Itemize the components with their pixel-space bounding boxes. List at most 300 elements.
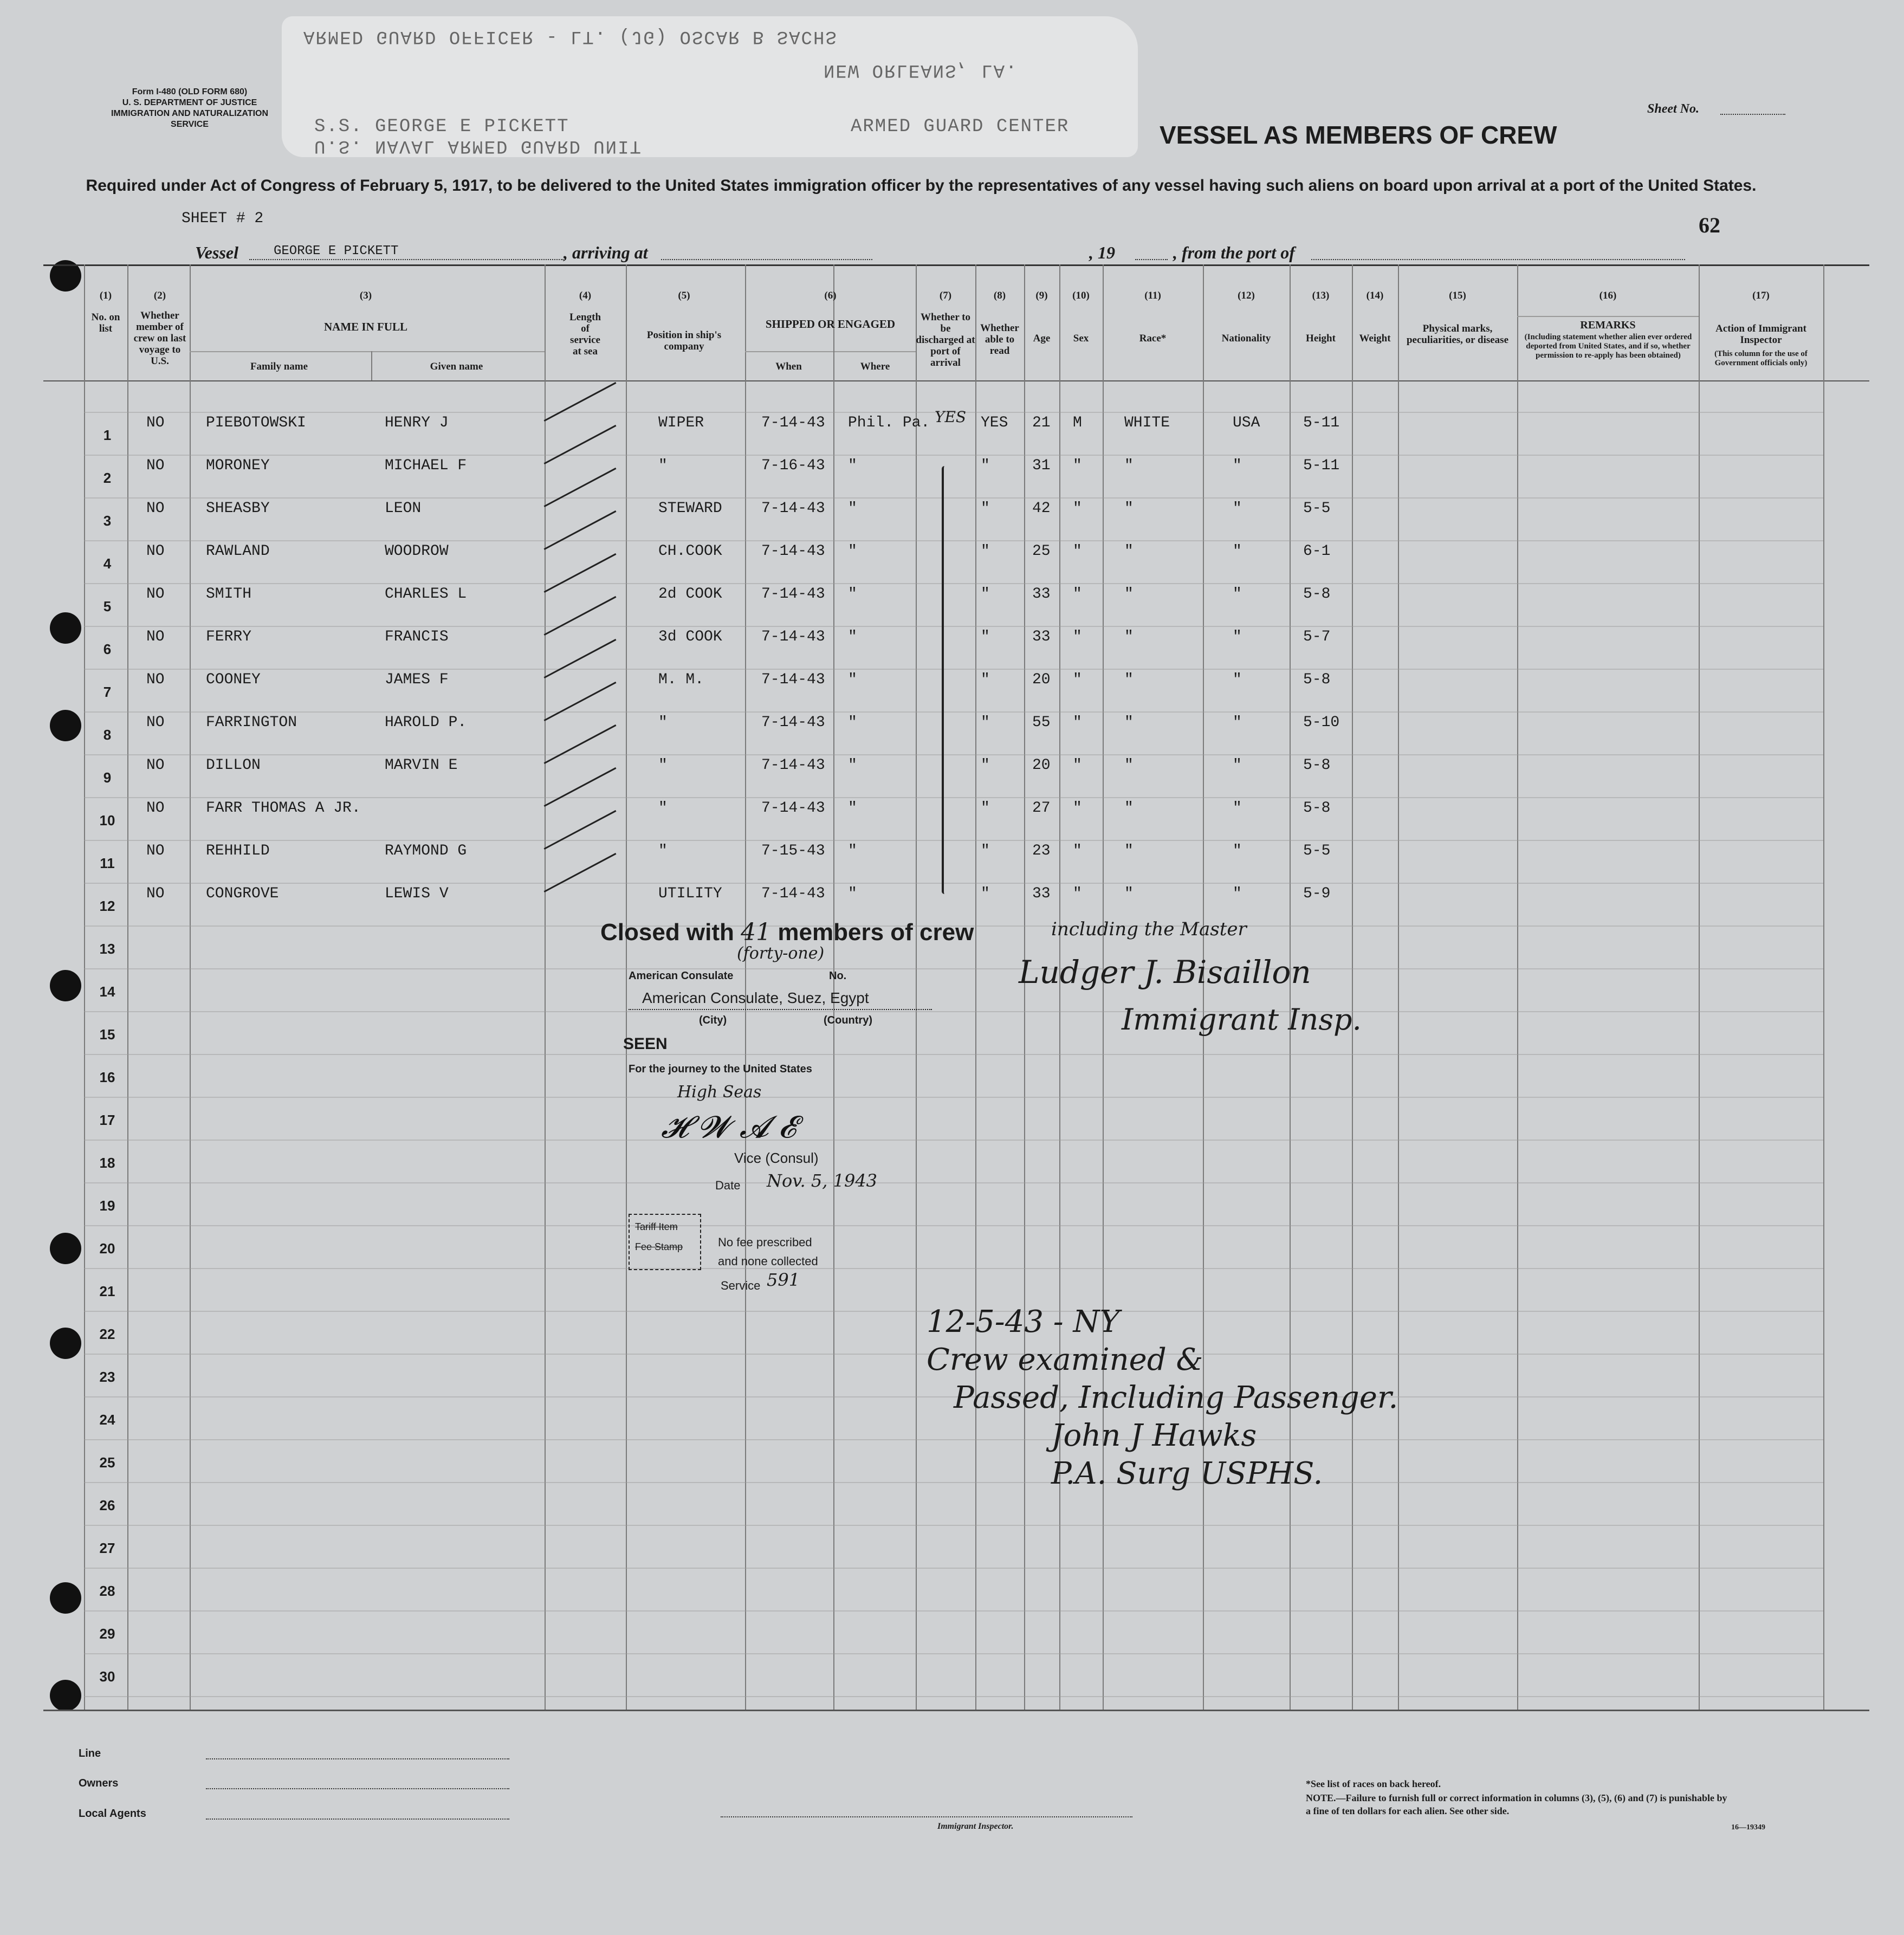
- age-cell: 42: [1032, 500, 1051, 517]
- usphs-line-5: P.A. Surg USPHS.: [1051, 1456, 1323, 1491]
- year-label: , 19: [1089, 243, 1115, 262]
- nationality-cell: USA: [1233, 415, 1260, 431]
- family-name-cell: MORONEY: [206, 457, 270, 474]
- row-number: 16: [99, 1069, 115, 1085]
- col-9-label: Age: [1033, 333, 1051, 344]
- footer-agents-field: [206, 1818, 509, 1820]
- height-cell: 5-8: [1303, 757, 1331, 774]
- col-14-label: Weight: [1359, 333, 1391, 344]
- position-cell: ": [658, 714, 668, 731]
- family-name-cell: RAWLAND: [206, 543, 270, 560]
- stamp-line-2: U.S. NAVAL ARMED GUARD UNIT: [314, 135, 642, 156]
- sheet-typed: SHEET # 2: [182, 210, 264, 227]
- race-cell: ": [1124, 500, 1134, 517]
- col-12-num: (12): [1238, 290, 1255, 301]
- shipped-where-cell: ": [848, 500, 857, 517]
- shipped-when-cell: 7-14-43: [761, 714, 825, 731]
- row-rule: [84, 1653, 1823, 1654]
- usphs-line-2: Crew examined &: [927, 1342, 1203, 1377]
- shipped-when-cell: 7-14-43: [761, 500, 825, 517]
- discharged-cell: YES: [935, 408, 967, 426]
- col-6-when: When: [775, 361, 802, 372]
- punch-hole: [50, 612, 81, 644]
- row-rule: [84, 840, 1823, 841]
- row-rule: [84, 1525, 1823, 1526]
- row-rule: [84, 1568, 1823, 1569]
- col-16-note: (Including statement whether alien ever ordered deported from United States, and if so, whether permission to re-apply has been obtained): [1524, 333, 1692, 360]
- prev-voyage-cell: NO: [146, 629, 165, 645]
- row-rule: [84, 583, 1823, 584]
- sex-cell: ": [1073, 800, 1082, 817]
- family-name-cell: COONEY: [206, 671, 261, 688]
- prev-voyage-cell: NO: [146, 885, 165, 902]
- shipped-when-cell: 7-14-43: [761, 671, 825, 688]
- nationality-cell: ": [1233, 714, 1242, 731]
- country-label: (Country): [824, 1014, 872, 1026]
- given-name-cell: LEWIS V: [385, 885, 449, 902]
- row-number: 29: [99, 1626, 115, 1642]
- consulate-line1: American Consulate: [629, 970, 734, 982]
- height-cell: 5-5: [1303, 843, 1331, 859]
- row-number: 27: [99, 1540, 115, 1556]
- row-number: 1: [103, 427, 112, 443]
- col-15-label: Physical marks, peculiarities, or disease: [1406, 323, 1509, 346]
- footer-note-1: *See list of races on back hereof.: [1306, 1778, 1441, 1789]
- footer-owners-label: Owners: [79, 1777, 119, 1789]
- row-number: 21: [99, 1283, 115, 1299]
- from-port-label: , from the port of: [1173, 243, 1295, 262]
- able-to-read-cell: ": [981, 714, 990, 731]
- row-rule: [84, 669, 1823, 670]
- age-cell: 33: [1032, 885, 1051, 902]
- punch-hole: [50, 710, 81, 741]
- race-cell: ": [1124, 457, 1134, 474]
- footer-code: 16—19349: [1731, 1823, 1765, 1832]
- fee-text-1: No fee prescribed: [718, 1235, 812, 1249]
- able-to-read-cell: ": [981, 543, 990, 560]
- prev-voyage-cell: NO: [146, 415, 165, 431]
- page-number: 62: [1699, 213, 1720, 237]
- service-name: IMMIGRATION AND NATURALIZATION SERVICE: [111, 109, 269, 129]
- col-4-num: (4): [579, 290, 592, 301]
- col-2-label: Whether member of crew on last voyage to U.S.: [133, 310, 186, 367]
- position-cell: ": [658, 800, 668, 817]
- row-rule: [84, 711, 1823, 713]
- via-high-seas: High Seas: [677, 1083, 762, 1102]
- sheet-no-label: Sheet No.: [1647, 102, 1699, 116]
- col-3-given: Given name: [430, 361, 483, 372]
- row-number: 9: [103, 769, 112, 786]
- col-15-num: (15): [1449, 290, 1466, 301]
- shipped-when-cell: 7-14-43: [761, 586, 825, 603]
- sex-cell: ": [1073, 671, 1082, 688]
- discharged-ditto-bracket: [942, 466, 947, 894]
- shipped-where-cell: ": [848, 671, 857, 688]
- family-name-cell: FERRY: [206, 629, 252, 645]
- shipped-when-cell: 7-14-43: [761, 415, 825, 431]
- height-cell: 5-7: [1303, 629, 1331, 645]
- position-cell: 2d COOK: [658, 586, 722, 603]
- sex-cell: ": [1073, 586, 1082, 603]
- col-3-family: Family name: [250, 361, 308, 372]
- row-number: 4: [103, 555, 112, 572]
- col-17-num: (17): [1752, 290, 1770, 301]
- subheader-rule: [1517, 316, 1699, 317]
- footer-line-label: Line: [79, 1748, 101, 1759]
- form-id-block: [92, 87, 287, 130]
- sex-cell: M: [1073, 415, 1082, 431]
- col-5-label: Position in ship's company: [646, 329, 722, 352]
- consulate-at-field: [629, 1009, 932, 1010]
- inspector-title: Immigrant Insp.: [1122, 1002, 1362, 1037]
- punch-hole: [50, 1328, 81, 1359]
- col-11-num: (11): [1144, 290, 1161, 301]
- vessel-field: [249, 259, 564, 260]
- col-9-num: (9): [1035, 290, 1048, 301]
- col-12-label: Nationality: [1221, 333, 1271, 344]
- able-to-read-cell: ": [981, 629, 990, 645]
- race-cell: ": [1124, 671, 1134, 688]
- race-cell: WHITE: [1124, 415, 1170, 431]
- column-rule: [84, 264, 85, 1710]
- usphs-line-4: John J Hawks: [1051, 1418, 1257, 1453]
- race-cell: ": [1124, 843, 1134, 859]
- department: U. S. DEPARTMENT OF JUSTICE: [122, 98, 257, 107]
- col-5-num: (5): [678, 290, 690, 301]
- row-rule: [84, 540, 1823, 541]
- row-rule: [84, 883, 1823, 884]
- shipped-where-cell: ": [848, 800, 857, 817]
- age-cell: 21: [1032, 415, 1051, 431]
- shipped-when-cell: 7-14-43: [761, 885, 825, 902]
- closed-suffix: members of crew: [778, 919, 974, 946]
- sex-cell: ": [1073, 885, 1082, 902]
- date-value: Nov. 5, 1943: [767, 1170, 878, 1191]
- prev-voyage-cell: NO: [146, 500, 165, 517]
- col-11-label: Race*: [1139, 333, 1167, 344]
- year-field: [1135, 259, 1168, 260]
- nationality-cell: ": [1233, 800, 1242, 817]
- armed-guard-stamp: [282, 16, 1138, 157]
- family-name-cell: CONGROVE: [206, 885, 279, 902]
- column-rule: [190, 264, 191, 1710]
- row-number: 17: [99, 1112, 115, 1128]
- footer-inspector-label: Immigrant Inspector.: [937, 1822, 1014, 1831]
- punch-hole: [50, 1233, 81, 1264]
- given-name-cell: CHARLES L: [385, 586, 467, 603]
- punch-hole: [50, 1680, 81, 1711]
- col-13-num: (13): [1312, 290, 1330, 301]
- position-cell: WIPER: [658, 415, 704, 431]
- family-name-cell: DILLON: [206, 757, 261, 774]
- shipped-when-cell: 7-15-43: [761, 843, 825, 859]
- service-label: Service: [721, 1279, 761, 1292]
- height-cell: 5-11: [1303, 415, 1340, 431]
- vessel-name: GEORGE E PICKETT: [274, 244, 399, 258]
- race-cell: ": [1124, 800, 1134, 817]
- row-number: 20: [99, 1240, 115, 1257]
- arriving-field: [661, 259, 872, 260]
- form-id: Form I-480 (OLD FORM 680): [132, 87, 248, 96]
- given-name-cell: MICHAEL F: [385, 457, 467, 474]
- col-10-label: Sex: [1073, 333, 1089, 344]
- form-subtitle: Required under Act of Congress of February 5, 1917, to be delivered to the United States immigration officer by the representatives of any vessel having such aliens on board upon arrival at a port of the United States.: [86, 177, 1757, 195]
- shipped-when-cell: 7-16-43: [761, 457, 825, 474]
- position-cell: UTILITY: [658, 885, 722, 902]
- footer-owners-field: [206, 1788, 509, 1789]
- sex-cell: ": [1073, 629, 1082, 645]
- fee-crossed-2: Fee Stamp: [635, 1241, 683, 1252]
- row-number: 30: [99, 1668, 115, 1685]
- from-port-field: [1311, 259, 1685, 260]
- height-cell: 5-9: [1303, 885, 1331, 902]
- usphs-note: [927, 1303, 1398, 1493]
- sheet-no-field: [1720, 114, 1785, 115]
- shipped-where-cell: ": [848, 457, 857, 474]
- given-name-cell: WOODROW: [385, 543, 449, 560]
- able-to-read-cell: YES: [981, 415, 1008, 431]
- row-number: 2: [103, 470, 112, 486]
- able-to-read-cell: ": [981, 885, 990, 902]
- able-to-read-cell: ": [981, 500, 990, 517]
- row-number: 15: [99, 1026, 115, 1043]
- nationality-cell: ": [1233, 671, 1242, 688]
- shipped-where-cell: ": [848, 885, 857, 902]
- row-number: 12: [99, 898, 115, 914]
- row-number: 11: [100, 855, 115, 871]
- able-to-read-cell: ": [981, 671, 990, 688]
- sex-cell: ": [1073, 843, 1082, 859]
- stamp-line-4: ARMED GUARD CENTER: [851, 117, 1070, 137]
- family-name-cell: SMITH: [206, 586, 252, 603]
- table-top-rule: [43, 264, 1869, 266]
- height-cell: 5-8: [1303, 800, 1331, 817]
- footer-agents-label: Local Agents: [79, 1808, 146, 1820]
- able-to-read-cell: ": [981, 800, 990, 817]
- punch-hole: [50, 970, 81, 1001]
- col-6-where: Where: [860, 361, 890, 372]
- shipped-when-cell: 7-14-43: [761, 629, 825, 645]
- shipped-where-cell: ": [848, 843, 857, 859]
- position-cell: M. M.: [658, 671, 704, 688]
- col-6-num: (6): [824, 290, 837, 301]
- able-to-read-cell: ": [981, 457, 990, 474]
- position-cell: ": [658, 757, 668, 774]
- row-rule: [84, 754, 1823, 755]
- given-name-cell: LEON: [385, 500, 422, 517]
- date-label: Date: [715, 1179, 741, 1192]
- subheader-rule: [745, 351, 916, 352]
- subheader-rule: [190, 351, 545, 352]
- col-4-label: Length of service at sea: [569, 312, 601, 357]
- table-header-rule: [43, 380, 1869, 381]
- shipped-when-cell: 7-14-43: [761, 800, 825, 817]
- row-rule: [84, 797, 1823, 798]
- row-rule: [84, 1610, 1823, 1612]
- given-name-cell: RAYMOND G: [385, 843, 467, 859]
- column-rule: [127, 264, 128, 1710]
- age-cell: 33: [1032, 586, 1051, 603]
- row-number: 28: [99, 1583, 115, 1599]
- column-rule: [545, 264, 546, 1710]
- vessel-label: Vessel: [195, 243, 238, 262]
- arriving-label: , arriving at: [564, 243, 648, 262]
- age-cell: 25: [1032, 543, 1051, 560]
- footer-note-2: NOTE.—Failure to furnish full or correct information in columns (3), (5), (6) and (7) is punishable by a fine of ten dollars for each alien. See other side.: [1306, 1792, 1727, 1816]
- row-number: 19: [99, 1198, 115, 1214]
- nationality-cell: ": [1233, 543, 1242, 560]
- consulate-at-line: American Consulate, Suez, Egypt: [642, 989, 869, 1006]
- able-to-read-cell: ": [981, 586, 990, 603]
- inspector-signature: Ludger J. Bisaillon: [1019, 954, 1311, 991]
- punch-hole: [50, 1582, 81, 1614]
- sex-cell: ": [1073, 543, 1082, 560]
- sex-cell: ": [1073, 714, 1082, 731]
- shipped-where-cell: ": [848, 629, 857, 645]
- given-name-cell: MARVIN E: [385, 757, 458, 774]
- row-number: 5: [103, 598, 112, 614]
- height-cell: 5-5: [1303, 500, 1331, 517]
- sex-cell: ": [1073, 457, 1082, 474]
- row-number: 10: [99, 812, 115, 829]
- prev-voyage-cell: NO: [146, 757, 165, 774]
- inspector-sign-field: [721, 1816, 1132, 1817]
- column-rule: [1699, 264, 1700, 1710]
- age-cell: 20: [1032, 757, 1051, 774]
- vice-consul-label: Vice (Consul): [734, 1150, 819, 1166]
- nationality-cell: ": [1233, 586, 1242, 603]
- col-13-label: Height: [1306, 333, 1336, 344]
- race-cell: ": [1124, 543, 1134, 560]
- family-name-cell: FARRINGTON: [206, 714, 297, 731]
- fee-text-2: and none collected: [718, 1254, 818, 1268]
- row-rule: [84, 455, 1823, 456]
- nationality-cell: ": [1233, 843, 1242, 859]
- consul-signature: 𝓗 𝓦 𝓐 𝓔: [661, 1110, 796, 1145]
- col-7-label: Whether to be discharged at port of arrival: [916, 312, 975, 368]
- closed-count: 41: [741, 918, 772, 946]
- shipped-where-cell: ": [848, 543, 857, 560]
- position-cell: 3d COOK: [658, 629, 722, 645]
- age-cell: 33: [1032, 629, 1051, 645]
- nationality-cell: ": [1233, 629, 1242, 645]
- height-cell: 5-8: [1303, 671, 1331, 688]
- row-number: 22: [99, 1326, 115, 1342]
- col-17-label: Action of Immigrant Inspector: [1715, 323, 1806, 346]
- prev-voyage-cell: NO: [146, 714, 165, 731]
- shipped-where-cell: ": [848, 757, 857, 774]
- closing-statement: [600, 918, 974, 946]
- consulate-no-label: No.: [829, 970, 847, 982]
- col-7-num: (7): [939, 290, 952, 301]
- family-name-cell: FARR THOMAS A JR.: [206, 800, 361, 817]
- given-name-cell: HENRY J: [385, 415, 449, 431]
- family-name-cell: REHHILD: [206, 843, 270, 859]
- col-17-note: (This column for the use of Government officials only): [1714, 350, 1808, 367]
- row-number: 18: [99, 1155, 115, 1171]
- age-cell: 27: [1032, 800, 1051, 817]
- height-cell: 5-11: [1303, 457, 1340, 474]
- count-in-words: (forty-one): [737, 944, 825, 963]
- given-name-cell: FRANCIS: [385, 629, 449, 645]
- row-number: 23: [99, 1369, 115, 1385]
- position-cell: CH.COOK: [658, 543, 722, 560]
- seen-label: SEEN: [623, 1035, 668, 1053]
- height-cell: 5-8: [1303, 586, 1331, 603]
- col-8-num: (8): [993, 290, 1006, 301]
- form-title: VESSEL AS MEMBERS OF CREW: [1160, 121, 1557, 149]
- including-master: including the Master: [1051, 918, 1247, 940]
- closed-prefix: Closed with: [600, 919, 734, 946]
- column-rule: [1517, 264, 1518, 1710]
- col-3-num: (3): [359, 290, 372, 301]
- sex-cell: ": [1073, 757, 1082, 774]
- nationality-cell: ": [1233, 885, 1242, 902]
- row-number: 7: [103, 684, 112, 700]
- nationality-cell: ": [1233, 757, 1242, 774]
- col-2-num: (2): [153, 290, 166, 301]
- city-label: (City): [699, 1014, 727, 1026]
- family-name-cell: PIEBOTOWSKI: [206, 415, 306, 431]
- col-10-num: (10): [1072, 290, 1090, 301]
- able-to-read-cell: ": [981, 757, 990, 774]
- position-cell: ": [658, 457, 668, 474]
- age-cell: 55: [1032, 714, 1051, 731]
- prev-voyage-cell: NO: [146, 586, 165, 603]
- fee-crossed-1: Tariff Item: [635, 1221, 678, 1232]
- prev-voyage-cell: NO: [146, 671, 165, 688]
- col-3-label: NAME IN FULL: [323, 320, 407, 333]
- col-14-num: (14): [1366, 290, 1384, 301]
- race-cell: ": [1124, 885, 1134, 902]
- nationality-cell: ": [1233, 457, 1242, 474]
- race-cell: ": [1124, 629, 1134, 645]
- stamp-line-3: NEW ORLEANS, LA.: [824, 60, 1018, 80]
- shipped-where-cell: ": [848, 586, 857, 603]
- row-number: 6: [103, 641, 112, 657]
- race-cell: ": [1124, 757, 1134, 774]
- sex-cell: ": [1073, 500, 1082, 517]
- stamp-line-5: ARMED GUARD OFFICER - LT. (JG) OSCAR B SACHS: [303, 26, 838, 47]
- row-number: 8: [103, 727, 112, 743]
- col-16-num: (16): [1599, 290, 1617, 301]
- row-rule: [84, 626, 1823, 627]
- journey-label: For the journey to the United States: [629, 1063, 812, 1075]
- prev-voyage-cell: NO: [146, 543, 165, 560]
- usphs-line-3: Passed, Including Passenger.: [954, 1380, 1398, 1415]
- position-cell: STEWARD: [658, 500, 722, 517]
- shipped-when-cell: 7-14-43: [761, 757, 825, 774]
- usphs-line-1: 12-5-43 - NY: [927, 1304, 1120, 1339]
- nationality-cell: ": [1233, 500, 1242, 517]
- col-16-label: REMARKS: [1580, 319, 1636, 331]
- row-number: 13: [99, 941, 115, 957]
- service-number: 591: [767, 1270, 800, 1290]
- row-rule: [84, 1696, 1823, 1697]
- height-cell: 6-1: [1303, 543, 1331, 560]
- given-name-cell: JAMES F: [385, 671, 449, 688]
- col-1-label: No. on list: [91, 312, 120, 334]
- consulate-stamp: [623, 970, 1002, 1322]
- col-1-num: (1): [99, 290, 112, 301]
- table-bottom-rule: [43, 1710, 1869, 1711]
- row-rule: [84, 968, 1823, 969]
- column-rule: [1398, 264, 1399, 1710]
- position-cell: ": [658, 843, 668, 859]
- shipped-when-cell: 7-14-43: [761, 543, 825, 560]
- prev-voyage-cell: NO: [146, 800, 165, 817]
- row-number: 26: [99, 1497, 115, 1513]
